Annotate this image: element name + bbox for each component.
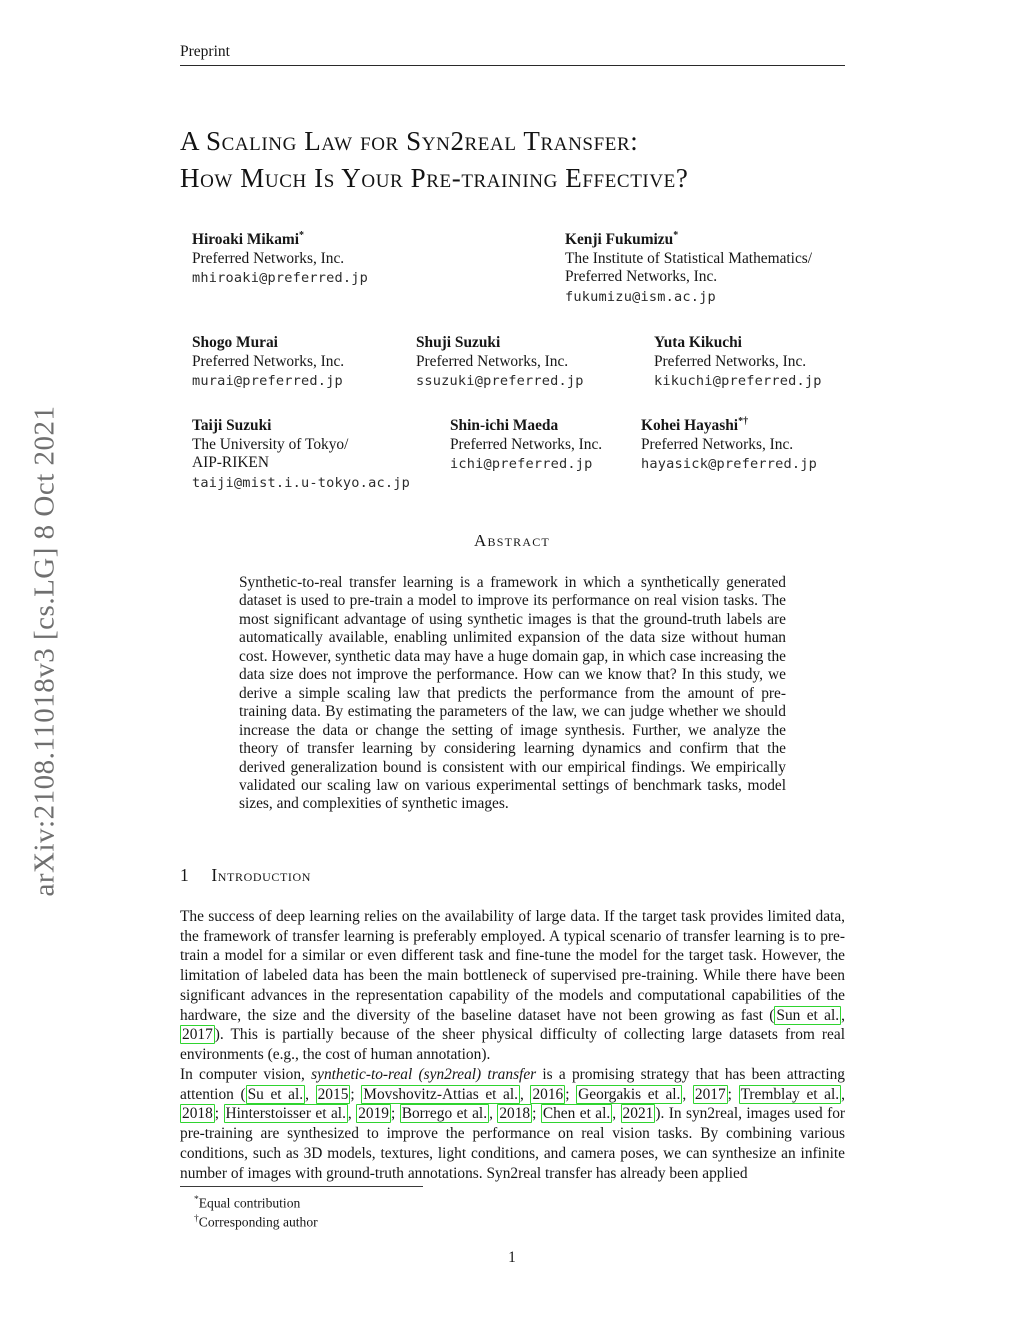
author-name: Yuta Kikuchi — [654, 334, 742, 352]
author-email: hayasick@preferred.jp — [641, 456, 818, 473]
author-block-maeda — [450, 413, 602, 474]
author-affiliation: Preferred Networks, Inc. — [416, 352, 569, 370]
author-email: murai@preferred.jp — [192, 373, 343, 390]
section-title: Introduction — [211, 865, 312, 885]
author-affiliation: AIP-RIKEN — [192, 454, 269, 472]
citation-link[interactable]: Georgakis et al. — [578, 1085, 681, 1103]
citation-link[interactable]: Chen et al. — [542, 1105, 611, 1123]
citation-link[interactable]: 2017 — [694, 1085, 726, 1103]
author-name: Taiji Suzuki — [192, 417, 272, 435]
author-affiliation: Preferred Networks, Inc. — [450, 435, 603, 453]
arxiv-watermark: arXiv:2108.11018v3 [cs.LG] 8 Oct 2021 — [28, 405, 61, 897]
header-rule — [180, 65, 845, 66]
author-block-mikami — [192, 227, 368, 288]
section-number: 1 — [180, 865, 190, 885]
citation-link[interactable]: Tremblay et al. — [740, 1085, 840, 1103]
author-affiliation: Preferred Networks, Inc. — [192, 249, 345, 267]
citation-link[interactable]: 2018 — [182, 1105, 213, 1123]
author-email: ichi@preferred.jp — [450, 456, 593, 473]
abstract-heading: Abstract — [474, 531, 550, 550]
footnote-text: Corresponding author — [198, 1214, 318, 1230]
author-footnote-mark: *† — [738, 416, 749, 427]
author-name: Kenji Fukumizu — [565, 231, 674, 249]
citation-link[interactable]: Sun et al. — [776, 1006, 840, 1024]
author-footnote-mark: * — [673, 230, 679, 241]
author-email: mhiroaki@preferred.jp — [192, 270, 369, 287]
intro-paragraph-1: The success of deep learning relies on the availability of large data. If the target task provides limited data, the framework of transfer learning is preferably employed. A typical scenario of transfer learning is to pre-train a model for a similar or even different task and fine-tune the model for the target task. However, the limitation of labeled data has been the main bottleneck of supervised pre-training. While there have been significant advances in the representation capability of the models and computational capabilities of the hardware, the size and the diversity of the baseline dataset have not been growing as fast ( Sun et al. , 2017 ). This is partially because of the sheer physical difficulty of collecting large datasets from real environments (e.g., the cost of human annotation). — [180, 908, 845, 1063]
paper-title — [180, 123, 860, 197]
author-email: ssuzuki@preferred.jp — [416, 373, 584, 390]
citation-link[interactable]: 2021 — [622, 1105, 654, 1123]
author-name: Shuji Suzuki — [416, 334, 501, 352]
author-block-ssuzuki — [416, 330, 584, 391]
footnote-corresponding-author — [180, 1210, 694, 1232]
citation-link[interactable]: 2015 — [317, 1085, 349, 1103]
footnote-text: Equal contribution — [198, 1195, 301, 1211]
author-footnote-mark: * — [299, 230, 305, 241]
citation-link[interactable]: 2019 — [358, 1105, 389, 1123]
citation-link[interactable]: Borrego et al. — [401, 1105, 488, 1123]
author-affiliation: Preferred Networks, Inc. — [192, 352, 345, 370]
section-heading-introduction — [180, 865, 311, 886]
footnote-rule — [180, 1186, 423, 1187]
author-affiliation: Preferred Networks, Inc. — [565, 268, 718, 286]
author-block-murai — [192, 330, 344, 391]
footnote-mark: * — [194, 1195, 199, 1205]
paper-title-line2: How Much Is Your Pre-training Effective? — [180, 163, 689, 193]
preprint-label: Preprint — [180, 43, 230, 60]
author-affiliation: The University of Tokyo/ — [192, 435, 349, 453]
intro-paragraph-2: In computer vision, synthetic-to-real (syn2real) transfer is a promising strategy that has been attracting attention ( Su et al. , 2015 ; Movshovitz-Attias et al. , 2016 ; Georgakis et al. , 2017 ; Tremblay et al. , 2018 ; Hinterstoisser et al. , 2019 ; Borrego et al. , 2018 ; Chen et al. , 2021 ). In syn2real, images used for pre-training are synthesized to improve the performance on real vision tasks. By combining various conditions, such as 3D models, textures, light conditions, and camera poses, we can synthesize an infinite number of images with ground-truth annotations. Syn2real transfer has already been applied — [180, 1066, 846, 1182]
author-name: Hiroaki Mikami — [192, 231, 300, 249]
citation-link[interactable]: 2016 — [532, 1085, 564, 1103]
author-block-kikuchi — [654, 330, 822, 391]
author-name: Kohei Hayashi — [641, 417, 739, 435]
page-number: 1 — [508, 1249, 516, 1266]
emphasis-text: synthetic-to-real (syn2real) transfer — [311, 1066, 537, 1083]
author-block-tsuzuki — [192, 413, 410, 493]
footnote-mark: † — [194, 1214, 199, 1224]
citation-link[interactable]: Su et al. — [247, 1085, 304, 1103]
citation-link[interactable]: Hinterstoisser et al. — [225, 1105, 346, 1123]
author-affiliation: Preferred Networks, Inc. — [641, 435, 794, 453]
citation-link[interactable]: Movshovitz-Attias et al. — [363, 1085, 518, 1103]
author-affiliation: Preferred Networks, Inc. — [654, 352, 807, 370]
author-affiliation: The Institute of Statistical Mathematics/ — [565, 249, 813, 267]
author-email: kikuchi@preferred.jp — [654, 373, 822, 390]
author-name: Shin-ichi Maeda — [450, 417, 559, 435]
author-block-fukumizu — [565, 227, 812, 307]
author-email: fukumizu@ism.ac.jp — [565, 288, 716, 305]
author-name: Shogo Murai — [192, 334, 278, 352]
citation-link[interactable]: 2017 — [182, 1026, 213, 1044]
citation-link[interactable]: 2018 — [499, 1105, 531, 1123]
paper-title-line1: A Scaling Law for Syn2real Transfer: — [180, 126, 639, 156]
abstract-text: Synthetic-to-real transfer learning is a framework in which a synthetically generated dataset is used to pre-train a model to improve its performance on real vision tasks. The most significant advantage of using synthetic images is that the ground-truth labels are automatically available, enabling unlimited expansion of the data size without human cost. However, synthetic data may have a huge domain gap, in which case increasing the data size does not improve the performance. How can we know that? In this study, we derive a simple scaling law that predicts the performance from the amount of pre-training data. By estimating the parameters of the law, we can judge whether we should increase the data or change the setting of image synthesis. Further, we analyze the theory of transfer learning by considering learning dynamics and confirm that the derived generalization bound is consistent with our empirical findings. We empirically validated our scaling law on various experimental settings of benchmark tasks, model sizes, and complexities of synthetic images. — [239, 574, 786, 813]
author-block-hayashi — [641, 413, 817, 474]
author-email: taiji@mist.i.u-tokyo.ac.jp — [192, 474, 410, 491]
